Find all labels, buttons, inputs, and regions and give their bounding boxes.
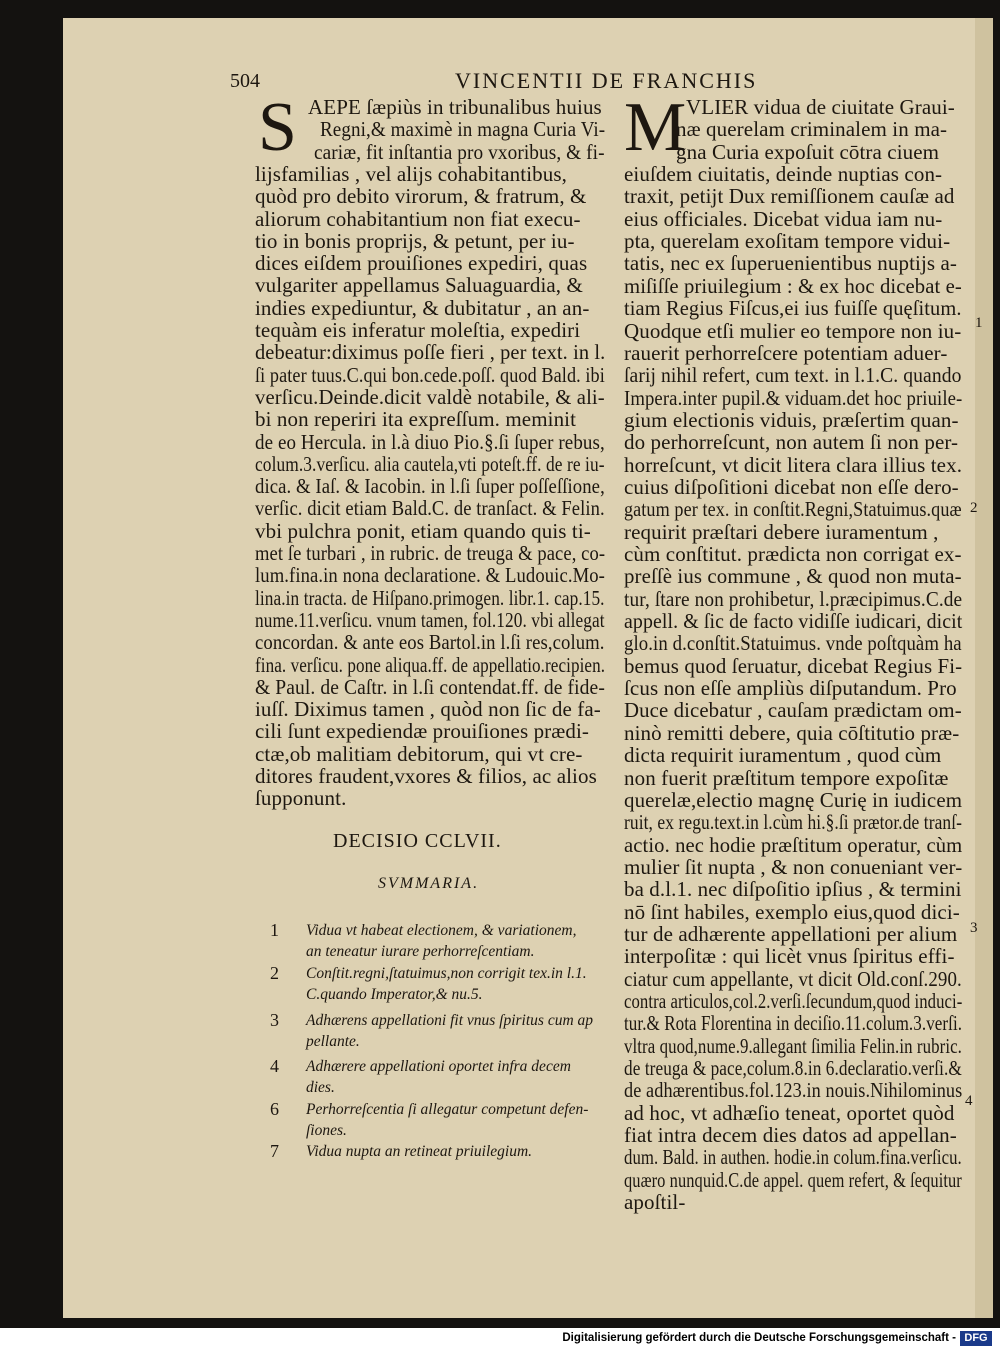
summaria-item-text: Vidua vt habeat electionem, & variationem, xyxy=(306,922,577,939)
running-title: VINCENTII DE FRANCHIS xyxy=(455,68,758,93)
text-line: tio in bonis proprijs, & petunt, per iu- xyxy=(255,228,575,253)
text-line: interpoſitæ : qui licèt vnus ſpiritus effi- xyxy=(624,944,955,969)
page-edge xyxy=(975,18,993,1318)
margin-number: 3 xyxy=(970,920,978,936)
text-line: ba d.l.1. nec diſpoſitio ipſius , & termini xyxy=(624,877,962,902)
margin-number: 2 xyxy=(970,500,978,516)
text-line: fina. verſicu. pone aliqua.ff. de appellatio.recipien. xyxy=(255,652,606,677)
text-line: gna Curia expoſuit cōtra ciuem xyxy=(676,139,940,164)
text-line: quæro nunquid.C.de appel. quem refert, & ſequitur xyxy=(624,1167,962,1192)
summaria-item-text: Vidua nupta an retineat priuilegium. xyxy=(306,1143,533,1160)
text-line: cariæ, fit inſtantia pro vxoribus, & fi- xyxy=(314,139,605,164)
text-line: Quodque etſi mulier eo tempore non iu- xyxy=(624,318,962,343)
text-line: miſiſſe priuilegium : & ex hoc dicebat e- xyxy=(624,273,962,298)
summaria-item-text: Perhorreſcentia ſi allegatur competunt defen- xyxy=(306,1101,589,1118)
text-line: lijsfamilias , vel alijs cohabitantibus, xyxy=(255,161,567,186)
text-line: ciatur cum appellante, vt dicit Old.conſ.290. xyxy=(624,966,962,991)
text-line: de treuga & pace,colum.8.in 6.declaratio.verſi.& xyxy=(624,1056,962,1081)
text-line: cili ſunt expediendæ prouiſiones prædi- xyxy=(255,719,590,744)
text-line: dica. & Iaſ. & Iacobin. in l.ſi ſuper poſſeſſione, xyxy=(255,474,605,499)
text-line: verſicu.Deinde.dicit valdè notabile, & ali- xyxy=(255,384,605,409)
text-line: ruit, ex regu.text.in l.cùm hi.§.ſi prætor.de tranſ- xyxy=(624,810,963,835)
text-line: ſupponunt. xyxy=(255,786,347,811)
text-line: contra articulos,col.2.verſi.ſecundum,quod induci- xyxy=(624,989,963,1013)
text-line: eius officiales. Dicebat vidua iam nu- xyxy=(624,206,943,231)
summaria-item-number: 6 xyxy=(270,1099,279,1119)
text-line: querelæ,electio magnę Curię in iudicem xyxy=(624,787,963,812)
text-line: ſcus non eſſe ampliùs diſputandum. Pro xyxy=(624,676,957,701)
text-line: lina.in tracta. de Hiſpano.primogen. libr.1. cap.15. xyxy=(255,585,605,610)
text-line: fiat intra decem dies datos ad appellan- xyxy=(624,1123,957,1148)
text-line: tequàm eis inferatur moleſtia, expediri xyxy=(255,318,581,342)
text-line: gium electionis viduis, præſertim quan- xyxy=(624,407,959,432)
text-line: apoſtil- xyxy=(624,1190,686,1215)
text-line: & Paul. de Caſtr. in l.ſi contendat.ff. de fide- xyxy=(255,674,605,699)
text-line: debeatur:diximus poſſe fieri , per text. in l. xyxy=(255,340,606,365)
text-line: concordan. & ante eos Bartol.in l.ſi res,colum. xyxy=(255,630,605,655)
text-line: bi non reperiri ita expreſſum. meminit xyxy=(255,407,577,432)
text-line: ad hoc, vt adhæſio teneat, oportet quòd xyxy=(624,1100,955,1125)
text-line: ctæ,ob malitiam debitorum, qui vt cre- xyxy=(255,741,583,766)
decision-title: DECISIO CCLVII. xyxy=(333,830,502,852)
text-line: dum. Bald. in authen. hodie.in colum.fina.verſicu. xyxy=(624,1145,962,1170)
page-number: 504 xyxy=(230,70,260,92)
text-line: cuius diſpoſitioni dicebat non eſſe dero- xyxy=(624,474,959,499)
summaria-item-number: 3 xyxy=(270,1010,279,1030)
margin-number: 4 xyxy=(965,1093,973,1109)
text-line: ditores fraudent,vxores & filios, ac alios xyxy=(255,764,597,788)
text-line: non fuerit præſtitum tempore expoſitæ xyxy=(624,765,949,790)
text-line: pta, querelam exoſitam tempore vidui- xyxy=(624,229,951,254)
drop-cap-left: S xyxy=(258,89,297,166)
text-line: do perhorreſcunt, non autem ſi non per- xyxy=(624,430,959,455)
summaria-item-number: 7 xyxy=(270,1141,279,1161)
summaria-label: SVMMARIA. xyxy=(378,875,480,892)
text-line: aliorum cohabitantium non fiat execu- xyxy=(255,206,581,231)
text-line: appell. & ſic de facto vidiſſe iudicari, dicit xyxy=(624,609,963,634)
text-line: Duce dicebatur , cauſam prædictam om- xyxy=(624,698,962,723)
text-line: traxit, petijt Dux remiſſionem cauſæ ad xyxy=(624,184,955,209)
summaria-item-text: dies. xyxy=(306,1079,335,1096)
summaria-item-number: 4 xyxy=(270,1056,279,1076)
text-line: VLIER vidua de ciuitate Graui- xyxy=(686,95,955,119)
text-line: quòd pro debito virorum, & fratrum, & xyxy=(255,184,587,209)
text-line: glo.in d.conſtit.Statuimus. vnde poſtquàm ha xyxy=(624,631,962,656)
text-line: rauerit perhorreſcere potentiam aduer- xyxy=(624,340,948,365)
text-line: cùm conſtitut. prædicta non corrigat ex- xyxy=(624,542,962,566)
text-line: preſſè ius commune , & quod non muta- xyxy=(624,564,962,589)
text-line: vltra quod,nume.9.allegant ſimilia Felin.in rubric. xyxy=(624,1033,962,1058)
text-line: iuſſ. Diximus tamen , quòd non ſic de fa- xyxy=(255,697,601,722)
text-line: nō ſint habiles, exemplo eius,quod dici- xyxy=(624,899,960,924)
text-line: nume.11.verſicu. vnum tamen, fol.120. vbi allegat xyxy=(255,607,605,632)
drop-cap-right: M xyxy=(624,89,687,166)
text-line: eiuſdem ciuitatis, deinde nuptias con- xyxy=(624,162,943,187)
text-line: lum.fina.in nona declaratione. & Ludouic.Mo- xyxy=(255,563,605,588)
text-line: ſarij nihil refert, cum text. in l.1.C. quando xyxy=(624,363,962,388)
text-line: næ querelam criminalem in ma- xyxy=(676,117,948,142)
text-line: vulgariter appellamus Saluaguardia, & xyxy=(255,273,583,298)
text-line: gatum per tex. in conſtit.Regni,Statuimus.quæ xyxy=(624,497,962,522)
text-line: horreſcunt, vt dicit litera clara illius tex. xyxy=(624,452,963,477)
text-line: tur.& Rota Florentina in deciſio.11.colum.3.verſi. xyxy=(624,1011,963,1036)
text-line: bemus quod ſeruatur, dicebat Regius Fi- xyxy=(624,653,963,678)
text-line: tur, ſtare non prohibetur, l.præcipimus.C.de xyxy=(624,586,963,611)
summaria-item-number: 1 xyxy=(270,920,279,940)
summaria-item-text: an teneatur iurare perhorreſcentiam. xyxy=(306,943,535,960)
text-line: requirit præſtari debere iuramentum , xyxy=(624,519,939,544)
text-line: Impera.inter pupil.& viduam.det hoc priuile- xyxy=(624,385,963,410)
text-line: vbi pulchra ponit, etiam quando quis ti- xyxy=(255,518,591,543)
text-line: dicta requirit iuramentum , quod cùm xyxy=(624,743,942,768)
text-line: ſi pater tuus.C.qui bon.cede.poſſ. quod Bald. ibi xyxy=(255,362,605,387)
text-line: verſic. dicit etiam Bald.C. de tranſact. & Felin. xyxy=(255,496,605,521)
text-line: de adhærentibus.fol.123.in nouis.Nihilominus xyxy=(624,1078,963,1103)
text-line: actio. nec hodie præſtitum operatur, cùm xyxy=(624,832,963,857)
summaria-item-text: Conſtit.regni,ſtatuimus,non corrigit tex.in l.1. xyxy=(306,965,587,982)
summaria-item-text: Adhærere appellationi oportet infra decem xyxy=(306,1058,571,1075)
text-line: de eo Hercula. in l.à diuo Pio.§.ſi ſuper rebus, xyxy=(255,429,605,454)
text-line: Regni,& maximè in magna Curia Vi- xyxy=(320,117,606,142)
text-line: tur de adhærente appellationi per alium xyxy=(624,921,958,946)
summaria-item-text: C.quando Imperator,& nu.5. xyxy=(306,986,483,1003)
text-line: ninò remitti debere, quia cōſtitutio præ- xyxy=(624,720,960,745)
summaria-item-text: pellante. xyxy=(306,1033,360,1050)
text-line: colum.3.verſicu. alia cautela,vti poteſt.ff. de re iu- xyxy=(255,451,605,476)
text-line: met ſe turbari , in rubric. de treuga & pace, co- xyxy=(255,541,606,565)
margin-number: 1 xyxy=(975,315,983,331)
text-line: AEPE ſæpiùs in tribunalibus huius xyxy=(308,95,602,119)
summaria-item-number: 2 xyxy=(270,963,279,983)
text-line: tatis, nec ex ſuperuenientibus nuptijs a- xyxy=(624,251,958,276)
text-line: dices eiſdem prouiſiones expediri, quas xyxy=(255,251,588,276)
text-line: tiam Regius Fiſcus,ei ius fuiſſe quęſitum. xyxy=(624,296,962,321)
text-line: indies expediuntur, & dubitatur , an an- xyxy=(255,295,590,320)
dfg-logo: DFG xyxy=(960,1331,992,1346)
footer-bar xyxy=(0,1328,1000,1350)
summaria-item-text: ſiones. xyxy=(306,1122,347,1139)
summaria-item-text: Adhærens appellationi fit vnus ſpiritus cum ap xyxy=(306,1012,594,1029)
footer-credit: Digitalisierung gefördert durch die Deutsche Forschungsgemeinschaft - xyxy=(562,1332,956,1344)
text-line: mulier ſit nupta , & non conueniant ver- xyxy=(624,854,963,879)
